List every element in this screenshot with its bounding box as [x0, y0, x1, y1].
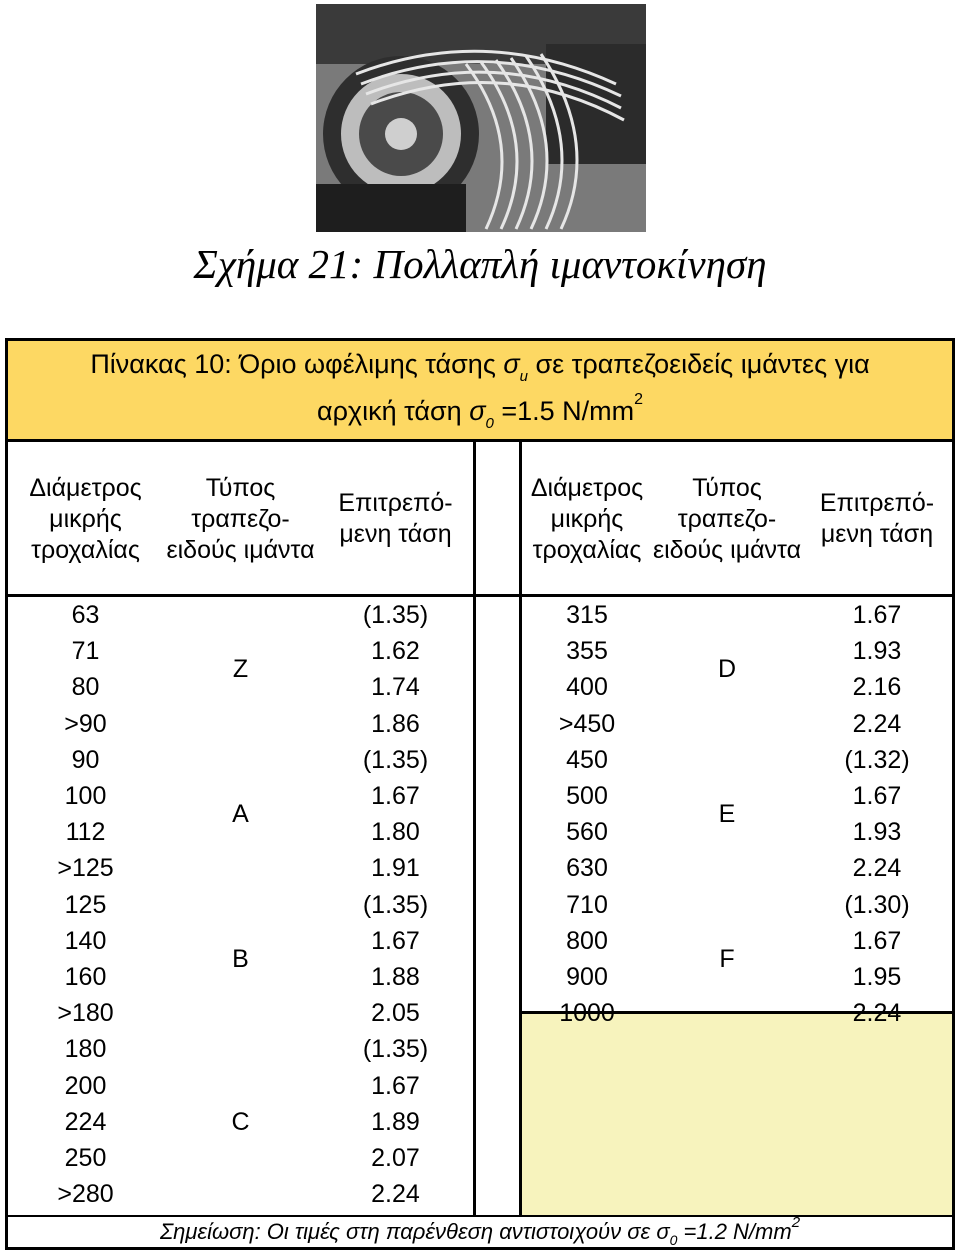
table-note: Σημείωση: Οι τιμές στη παρένθεση αντιστοιχούν σε $\sigma_0 =1.2$ $N/mm^2$	[159, 1214, 801, 1248]
belt-drive-photo	[316, 4, 646, 232]
left-diameter-cell: >180	[57, 999, 114, 1028]
left-stress-cell: (1.35)	[362, 1035, 429, 1064]
right-stress-cell: 1.93	[852, 637, 902, 666]
right-diameter-cell: 355	[566, 637, 608, 666]
right-diameter-cell: 560	[566, 818, 608, 847]
right-stress-cell: 1.93	[852, 818, 902, 847]
left-stress-cell: 1.80	[371, 818, 420, 847]
right-stress-cell: 2.24	[852, 999, 902, 1028]
left-stress-cell: (1.35)	[362, 745, 429, 774]
left-stress-cell: 2.24	[371, 1180, 420, 1209]
left-belt-type-c: C	[231, 1107, 250, 1136]
right-diameter-cell: 500	[566, 782, 608, 810]
left-stress-cell: 1.67	[371, 926, 420, 955]
header-diameter-right: Διάμετρος μικρής τροχαλίας	[530, 473, 644, 564]
left-belt-type-a: A	[232, 800, 249, 829]
right-belt-type-f: F	[719, 945, 735, 973]
left-diameter-cell: 250	[64, 1144, 107, 1172]
left-stress-cell: 1.86	[371, 709, 420, 738]
left-diameter-cell: 140	[64, 926, 107, 955]
gap-line-left	[473, 442, 476, 1215]
left-diameter-cell: >125	[57, 854, 114, 883]
right-diameter-cell: >450	[558, 709, 616, 738]
left-stress-cell: 1.74	[371, 673, 420, 702]
header-diameter-left: Διάμετρος μικρής τροχαλίας	[29, 473, 142, 564]
header-belt-type-right: Τύπος τραπεζο- ειδούς ιμάντα	[652, 473, 802, 564]
left-diameter-cell: 71	[71, 637, 100, 666]
left-stress-cell: (1.35)	[362, 890, 429, 919]
left-diameter-cell: 90	[71, 745, 100, 774]
left-diameter-cell: >280	[57, 1180, 114, 1209]
right-stress-cell: 2.16	[852, 673, 902, 702]
right-stress-cell: 2.24	[852, 709, 902, 738]
right-belt-type-e: E	[718, 800, 736, 829]
left-stress-cell: 1.67	[371, 1071, 420, 1100]
left-stress-cell: 2.05	[371, 999, 420, 1028]
right-diameter-cell: 630	[566, 854, 608, 883]
left-stress-cell: 2.07	[371, 1144, 420, 1172]
right-stress-cell: (1.32)	[844, 745, 910, 774]
left-stress-cell: 1.62	[371, 637, 420, 666]
right-diameter-cell: 710	[566, 890, 608, 919]
left-belt-type-z: Z	[232, 655, 249, 684]
left-diameter-cell: 100	[64, 782, 107, 810]
right-diameter-cell: 315	[566, 601, 608, 629]
left-stress-cell: 1.89	[371, 1107, 420, 1136]
left-diameter-cell: 160	[64, 963, 107, 991]
left-belt-type-b: B	[232, 945, 249, 973]
belt-stress-table	[5, 338, 955, 1250]
left-diameter-cell: 80	[71, 673, 100, 702]
table-title-line1: Πίνακας 10: Όριο ωφέλιμης τάσης $\sigma_u$ σε τραπεζοειδείς ιμάντες για	[90, 349, 870, 385]
right-stress-cell: 1.67	[852, 782, 902, 810]
left-stress-cell: 1.67	[371, 782, 420, 810]
belt-drive-image	[316, 4, 646, 232]
header-allowed-left: Επιτρεπό- μενη τάση	[338, 489, 453, 548]
left-diameter-cell: 224	[64, 1107, 107, 1136]
right-diameter-cell: 400	[566, 673, 608, 702]
figure-caption: Σχήμα 21: Πολλαπλή ιμαντοκίνηση	[193, 241, 767, 287]
right-diameter-cell: 1000	[559, 999, 615, 1028]
table-title-line2: αρχική τάση $\sigma_0 =1.5$ $N/mm^2$	[316, 391, 644, 432]
left-diameter-cell: 125	[64, 890, 107, 919]
header-belt-type-left: Τύπος τραπεζο- ειδούς ιμάντα	[166, 473, 315, 564]
left-diameter-cell: >90	[64, 709, 107, 738]
header-allowed-right: Επιτρεπό- μενη τάση	[819, 489, 935, 548]
empty-cell	[522, 1014, 952, 1215]
right-diameter-cell: 800	[566, 926, 608, 955]
left-diameter-cell: 200	[64, 1071, 107, 1100]
right-stress-cell: 1.67	[852, 601, 902, 629]
left-diameter-cell: 63	[71, 601, 100, 629]
right-stress-cell: 1.67	[852, 926, 902, 955]
right-stress-cell: (1.30)	[844, 890, 910, 919]
left-stress-cell: (1.35)	[362, 601, 429, 629]
left-diameter-cell: 180	[64, 1035, 107, 1064]
left-diameter-cell: 112	[65, 818, 106, 847]
left-stress-cell: 1.88	[371, 963, 420, 991]
table-title	[8, 341, 952, 442]
right-belt-type-d: D	[717, 655, 737, 684]
right-stress-cell: 1.95	[852, 963, 902, 991]
right-diameter-cell: 900	[566, 963, 608, 991]
right-stress-cell: 2.24	[852, 854, 902, 883]
right-diameter-cell: 450	[566, 745, 608, 774]
left-stress-cell: 1.91	[371, 854, 420, 883]
